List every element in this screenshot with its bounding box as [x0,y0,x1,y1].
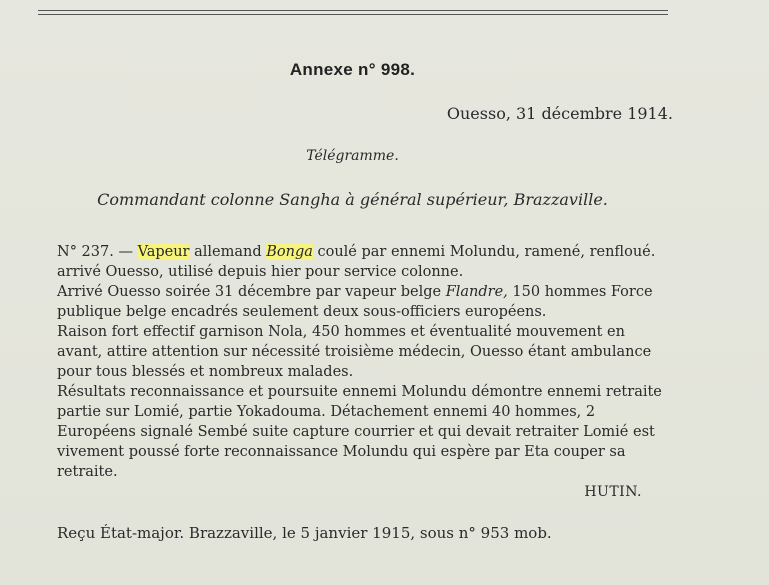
paragraph-4: Résultats reconnaissance et poursuite ennemi Molundu démontre ennemi retraite partie sur Lomié, partie Yokadouma. Détachement ennemi 40 hommes, 2 Européens signalé Sembé suite capture courrier et qui devait retraiter Lomié est vivement poussé forte reconnaissance Molundu qui espère par Eta couper sa retraite. [57,384,662,480]
ship-name-bonga: Bonga [266,244,313,260]
signature: HUTIN. [584,484,642,500]
paragraph-2-rest: 150 hommes Force publique belge encadrés seulement deux sous-officiers européens. [57,284,653,320]
paragraph-2-start: Arrivé Ouesso soirée 31 décembre par vapeur belge [57,284,446,300]
paragraph-1-number: N° 237. — [57,244,138,260]
paragraph-1-rest: coulé par ennemi Molundu, ramené, renfloué. arrivé Ouesso, utilisé depuis hier pour service colonne. [57,244,656,280]
paragraph-1 [57,242,672,282]
highlighted-word: Vapeur [137,244,190,260]
document-type: Télégramme. [306,148,399,164]
paragraph-1-mid: allemand [189,244,267,260]
place-date: Ouesso, 31 décembre 1914. [446,104,673,123]
received-note: Reçu État-major. Brazzaville, le 5 janvier 1915, sous n° 953 mob. [57,524,552,542]
ship-name-flandre: Flandre, [445,284,508,300]
telegram-body [57,242,672,482]
addressee-line: Commandant colonne Sangha à général supérieur, Brazzaville. [97,190,608,209]
paragraph-2 [57,282,672,322]
top-rule [38,10,668,15]
paragraph-3: Raison fort effectif garnison Nola, 450 hommes et éventualité mouvement en avant, attire attention sur nécessité troisième médecin, Ouesso étant ambulance pour tous blessés et nombreux malades. [57,324,652,380]
annex-heading: Annexe n° 998. [289,60,416,79]
